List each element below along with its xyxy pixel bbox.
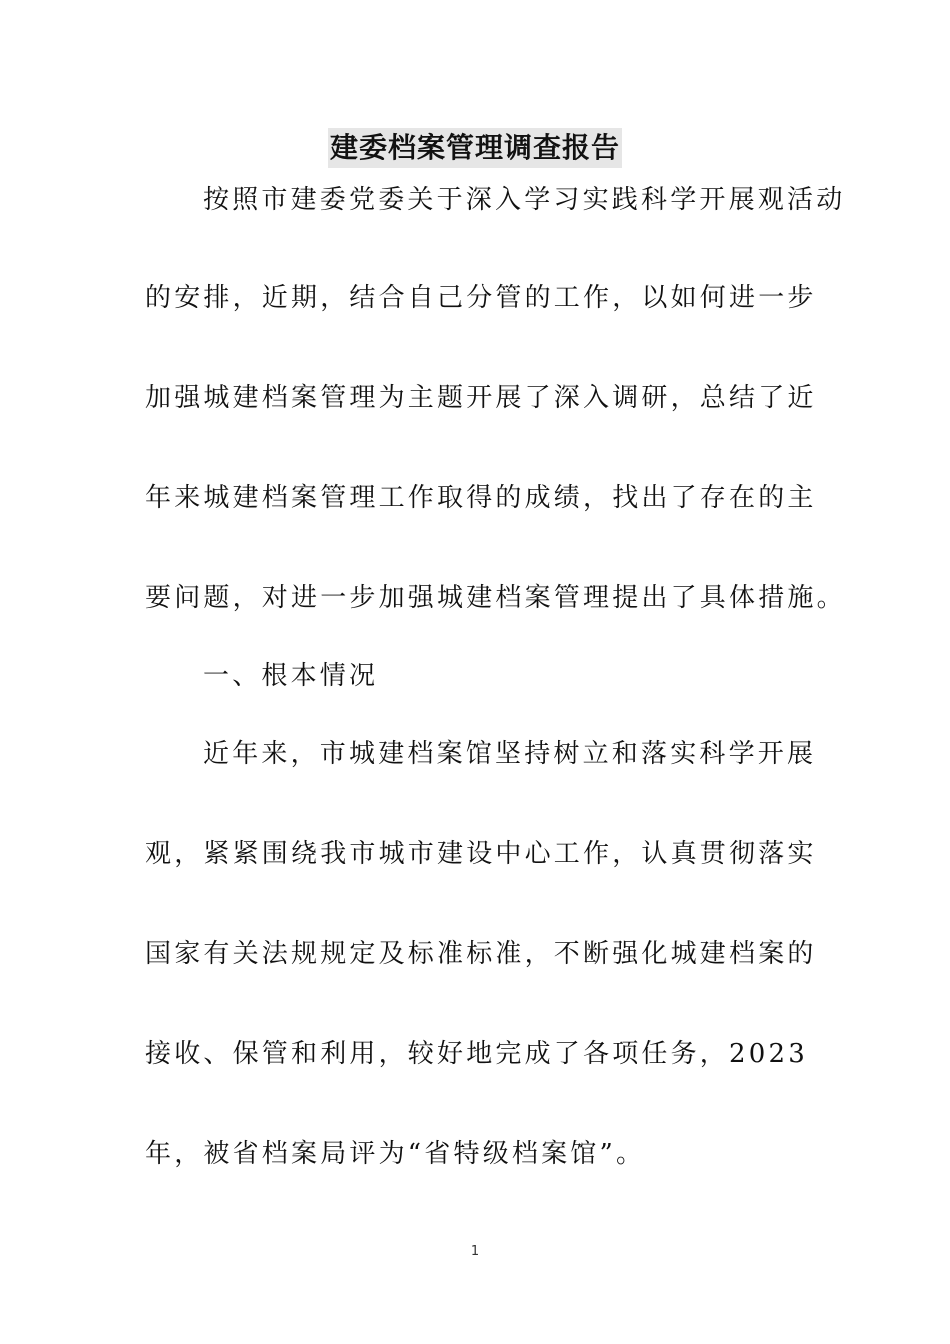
paragraph-line: 按照市建委党委关于深入学习实践科学开展观活动 <box>203 185 846 215</box>
section-heading: 一、根本情况 <box>203 661 379 691</box>
title-container <box>0 128 950 168</box>
paragraph-line: 国家有关法规规定及标准标准，不断强化城建档案的 <box>145 939 817 969</box>
paragraph-line: 年，被省档案局评为“省特级档案馆”。 <box>145 1139 646 1169</box>
paragraph-line: 年来城建档案管理工作取得的成绩，找出了存在的主 <box>145 483 817 513</box>
paragraph-line: 加强城建档案管理为主题开展了深入调研，总结了近 <box>145 383 817 413</box>
document-title: 建委档案管理调查报告 <box>328 128 622 168</box>
paragraph-line: 近年来，市城建档案馆坚持树立和落实科学开展 <box>203 739 817 769</box>
paragraph-line: 的安排，近期，结合自己分管的工作，以如何进一步 <box>145 283 817 313</box>
paragraph-line: 观，紧紧围绕我市城市建设中心工作，认真贯彻落实 <box>145 839 817 869</box>
page-number: 1 <box>470 1244 480 1259</box>
paragraph-line: 接收、保管和利用，较好地完成了各项任务，2023 <box>145 1039 808 1069</box>
paragraph-line: 要问题，对进一步加强城建档案管理提出了具体措施。 <box>145 583 846 613</box>
